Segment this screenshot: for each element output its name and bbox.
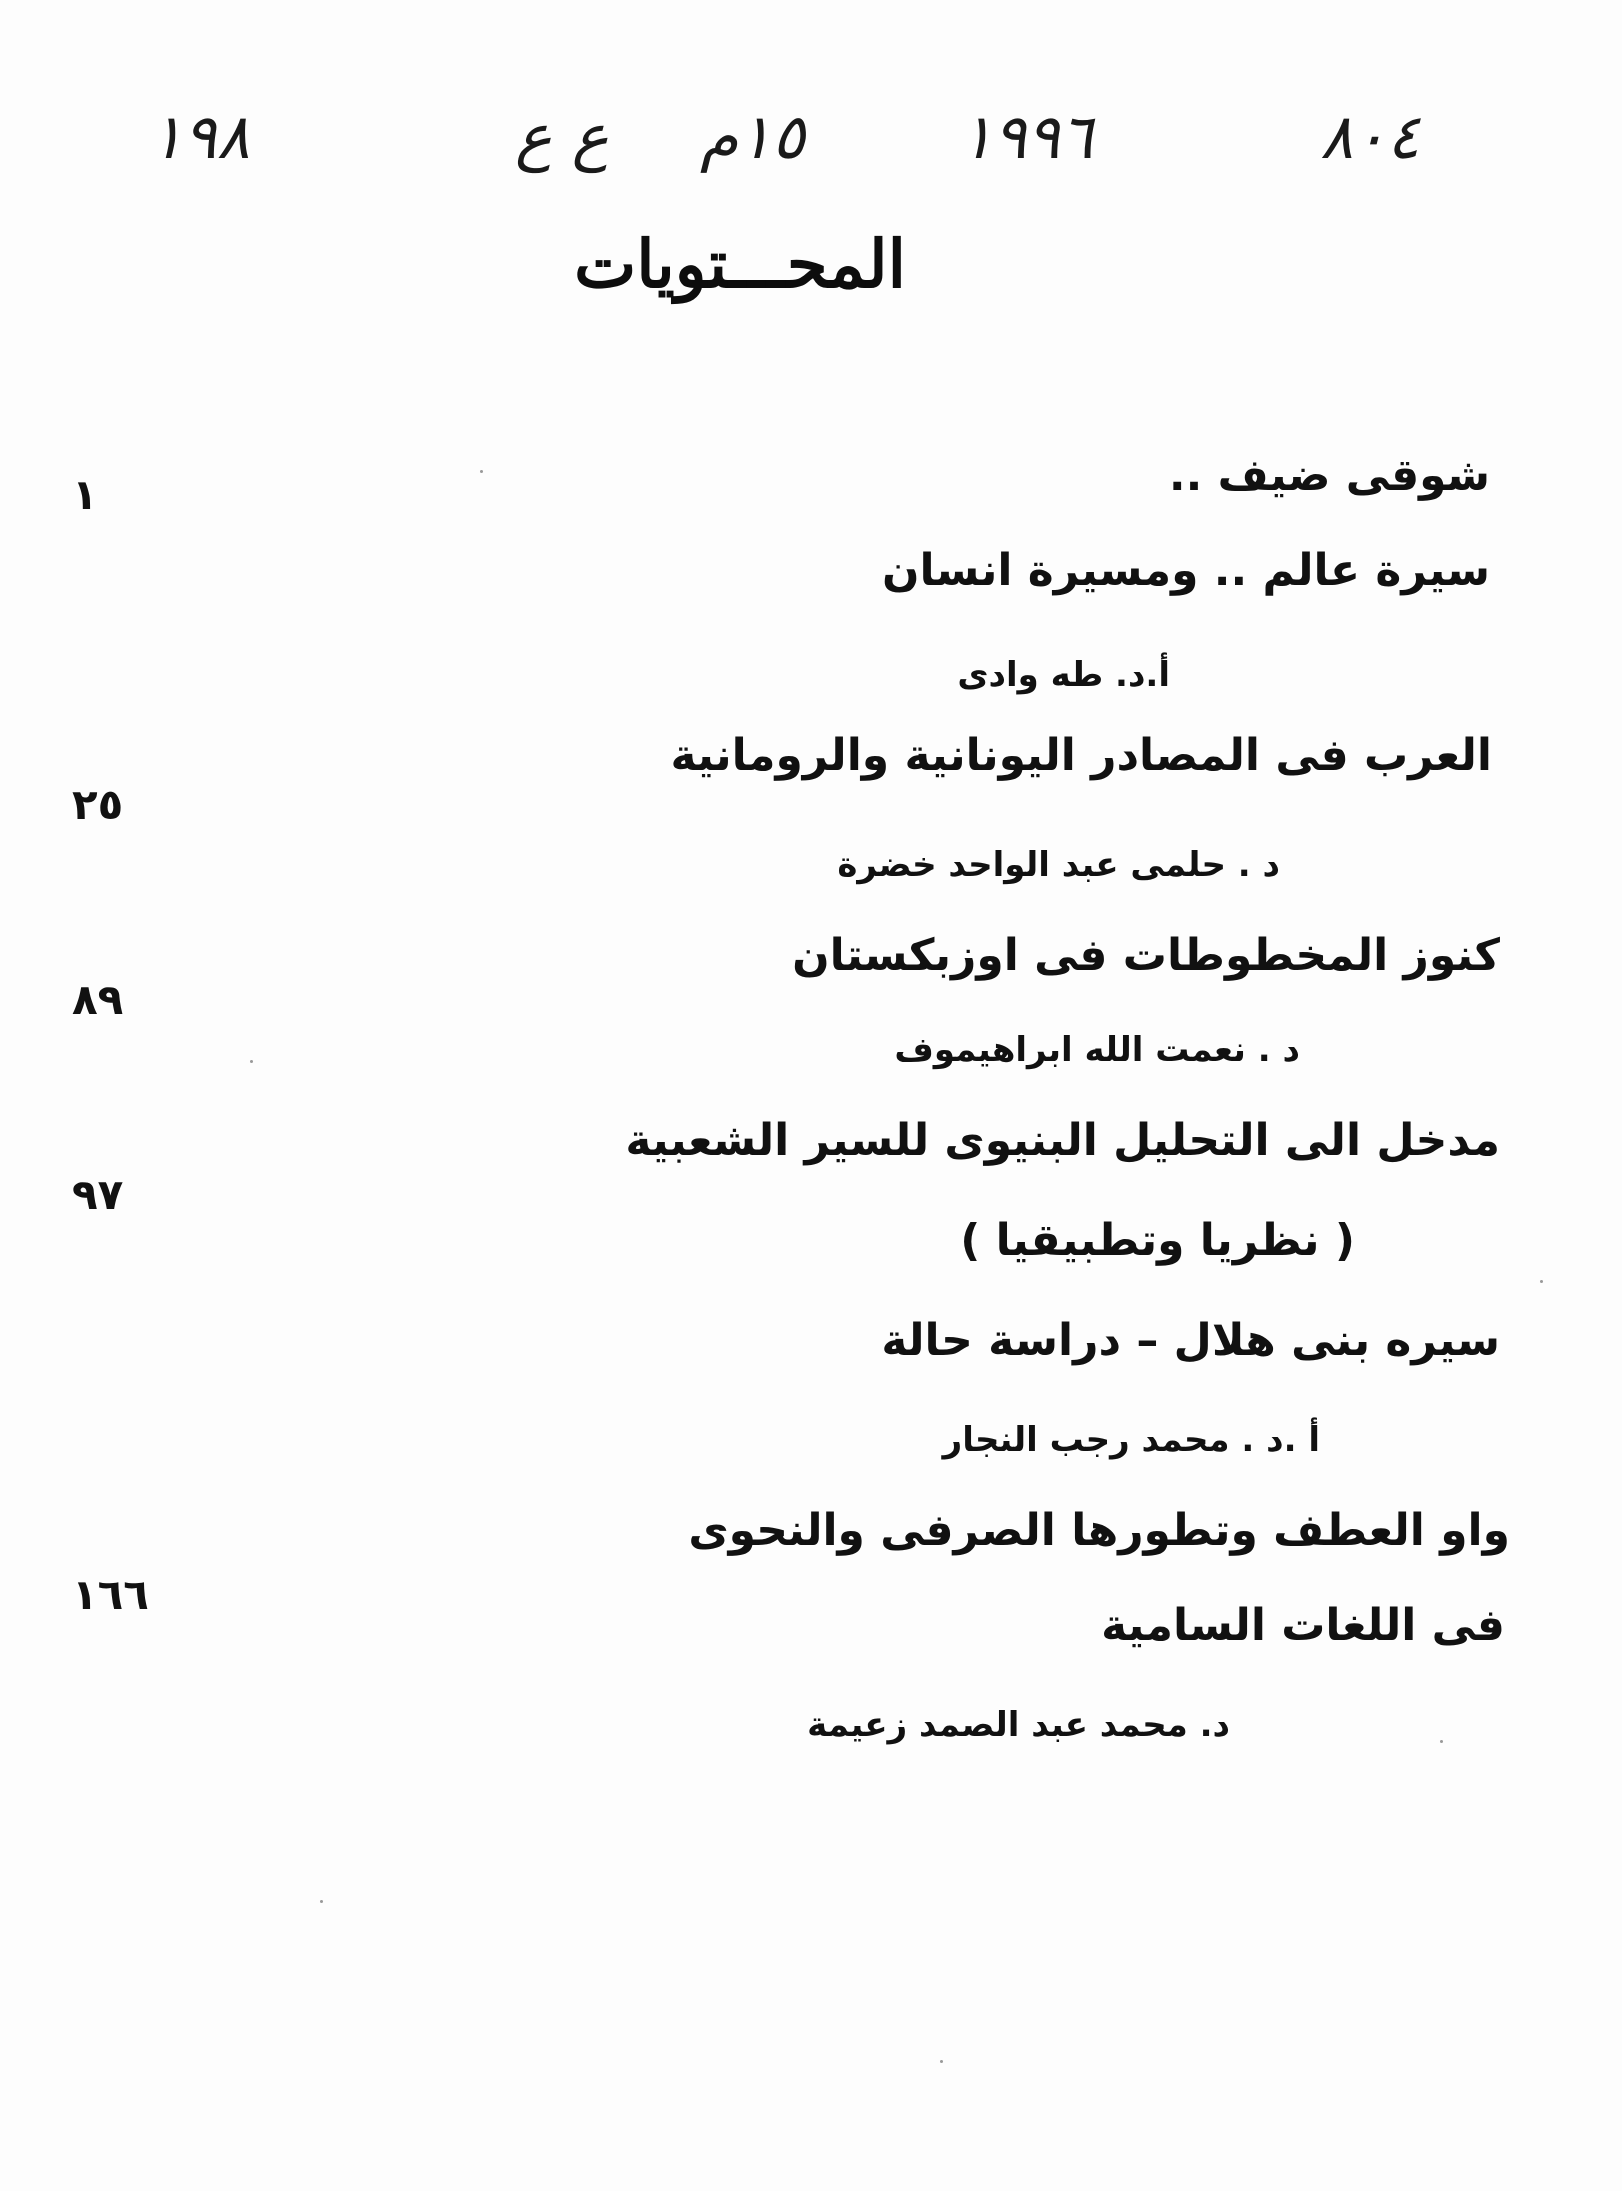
toc-entry-5-title-line-2: فى اللغات السامية — [1101, 1600, 1505, 1651]
toc-entry-3-author: د . نعمت الله ابراهيموف — [894, 1030, 1300, 1070]
toc-entry-4-title-line-3: سيره بنى هلال – دراسة حالة — [881, 1315, 1500, 1366]
scan-speck — [320, 1900, 323, 1903]
toc-entry-3-page: ٨٩ — [72, 975, 124, 1024]
toc-entry-3-title: كنوز المخطوطات فى اوزبكستان — [792, 930, 1500, 981]
toc-entry-2-page: ٢٥ — [72, 780, 124, 829]
toc-entry-4-title-line-2: ( نظريا وتطبيقيا ) — [960, 1215, 1355, 1266]
handwritten-note-5: ٨٠٤ — [1320, 100, 1420, 173]
toc-entry-2-author: د . حلمى عبد الواحد خضرة — [837, 845, 1280, 885]
scan-speck — [1540, 1280, 1543, 1283]
scan-speck — [480, 470, 483, 473]
toc-entry-1-title-line-1: شوقى ضيف .. — [1168, 450, 1490, 501]
handwritten-note-3: ١٥م — [700, 100, 805, 173]
toc-entry-1-title-line-2: سيرة عالم .. ومسيرة انسان — [881, 545, 1490, 596]
toc-entry-1-author: أ.د. طه وادى — [957, 655, 1170, 695]
toc-entry-5-title-line-1: واو العطف وتطورها الصرفى والنحوى — [688, 1505, 1510, 1556]
toc-entry-4-page: ٩٧ — [72, 1170, 124, 1219]
scan-speck — [1440, 1740, 1443, 1743]
handwritten-note-2: ع ع — [515, 100, 609, 173]
handwritten-note-1: ١٩٨ — [150, 100, 250, 173]
toc-entry-5-page: ١٦٦ — [72, 1570, 149, 1619]
handwritten-note-4: ١٩٩٦ — [960, 100, 1094, 173]
toc-entry-4-title-line-1: مدخل الى التحليل البنيوى للسير الشعبية — [625, 1115, 1500, 1166]
toc-entry-1-page: ١ — [72, 470, 98, 519]
scan-speck — [940, 2060, 943, 2063]
scan-speck — [250, 1060, 253, 1063]
page-title: المحـــتويات — [574, 225, 906, 303]
toc-entry-5-author: د. محمد عبد الصمد زعيمة — [807, 1705, 1230, 1745]
toc-entry-4-author: أ .د . محمد رجب النجار — [942, 1420, 1320, 1460]
toc-entry-2-title: العرب فى المصادر اليونانية والرومانية — [670, 730, 1492, 781]
